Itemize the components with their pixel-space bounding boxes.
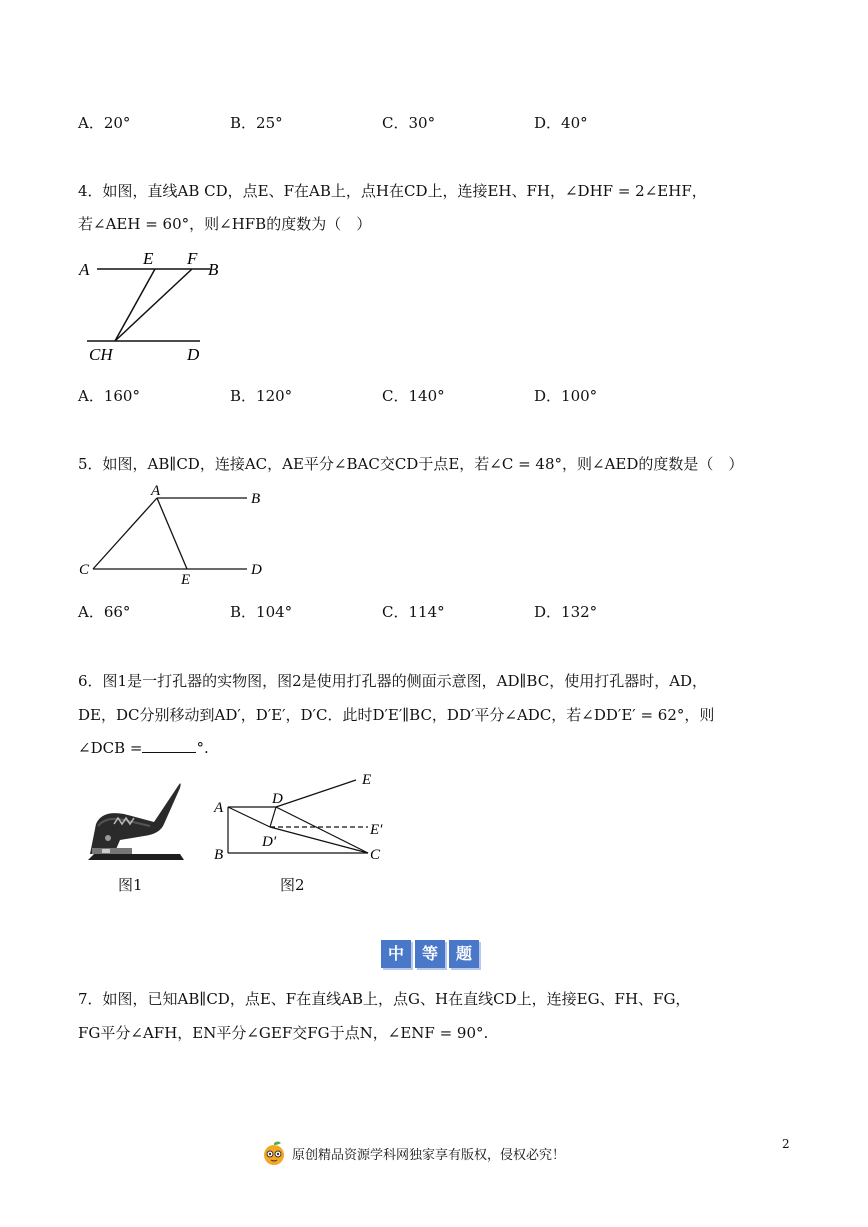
q5-stem-line1: 5．如图，AB∥CD，连接AC，AE平分∠BAC交CD于点E，若∠C = 48°，则∠AED的度数是（ ） [78,455,744,473]
q3-option-d: D．40° [534,114,588,132]
q4-label-a: A [79,260,90,279]
orange-mascot-icon [262,1140,286,1166]
page-number: 2 [782,1137,790,1151]
badge-char-3: 题 [449,940,479,968]
q4-option-c: C．140° [382,387,445,405]
q4-option-d: D．100° [534,387,598,405]
q6-label-e: E [362,772,372,788]
q6-stem-line3-pre: ∠DCB = [78,739,143,757]
q7-stem-line2: FG平分∠AFH，EN平分∠GEF交FG于点N，∠ENF = 90°. [78,1024,489,1042]
figure2-caption: 图2 [280,876,305,894]
q4-figure [75,246,235,368]
answer-blank [142,738,196,753]
q5-label-b: B [251,491,261,507]
q3-option-c: C．30° [382,114,436,132]
footer-text: 原创精品资源学科网独家享有版权，侵权必究！ [292,1147,566,1163]
q5-label-c: C [79,562,90,578]
q6-figure2 [208,770,388,870]
q4-label-e: E [143,249,154,268]
q5-figure [75,480,275,590]
q4-option-a: A．160° [78,387,140,405]
q6-label-d: D [272,791,283,807]
q4-stem-line2: 若∠AEH = 60°，则∠HFB的度数为（ ） [78,215,372,233]
copyright-footer [262,1140,565,1166]
q6-label-a: A [214,800,224,816]
q5-option-d: D．132° [534,603,598,621]
q6-label-e-prime: E′ [370,822,383,838]
q5-option-b: B．104° [230,603,293,621]
badge-char-2: 等 [415,940,445,968]
q6-label-b: B [214,847,224,863]
q5-option-c: C．114° [382,603,445,621]
q6-stem-line1: 6．图1是一打孔器的实物图，图2是使用打孔器的侧面示意图，AD∥BC，使用打孔器时，AD， [78,672,708,690]
badge-char-1: 中 [381,940,411,968]
q6-label-d-prime: D′ [262,834,277,850]
figure1-caption: 图1 [118,876,143,894]
q3-option-a: A．20° [78,114,131,132]
q5-label-a: A [151,483,161,499]
q4-stem-line1: 4．如图，直线AB CD，点E、F在AB上，点H在CD上，连接EH、FH，∠DHF = 2∠EHF， [78,182,707,200]
q6-stem-line3-post: °. [196,739,209,757]
hole-punch-photo [84,780,190,866]
q4-label-d: D [187,345,200,364]
q4-label-b: B [208,260,219,279]
section-badge-medium [381,940,479,968]
q5-label-d: D [251,562,262,578]
q6-stem-line2: DE，DC分别移动到AD′，D′E′，D′C．此时D′E′∥BC，DD′平分∠ADC，若∠DD′E′ = 62°，则 [78,706,715,724]
q6-label-c: C [370,847,381,863]
q3-option-b: B．25° [230,114,283,132]
q5-label-e: E [181,572,191,588]
q7-stem-line1: 7．如图，已知AB∥CD，点E、F在直线AB上，点G、H在直线CD上，连接EG、FH、FG， [78,990,691,1008]
q6-stem-line3 [78,738,209,757]
q4-label-ch: CH [89,345,113,364]
q4-label-f: F [187,249,198,268]
q5-option-a: A．66° [78,603,131,621]
q4-option-b: B．120° [230,387,293,405]
